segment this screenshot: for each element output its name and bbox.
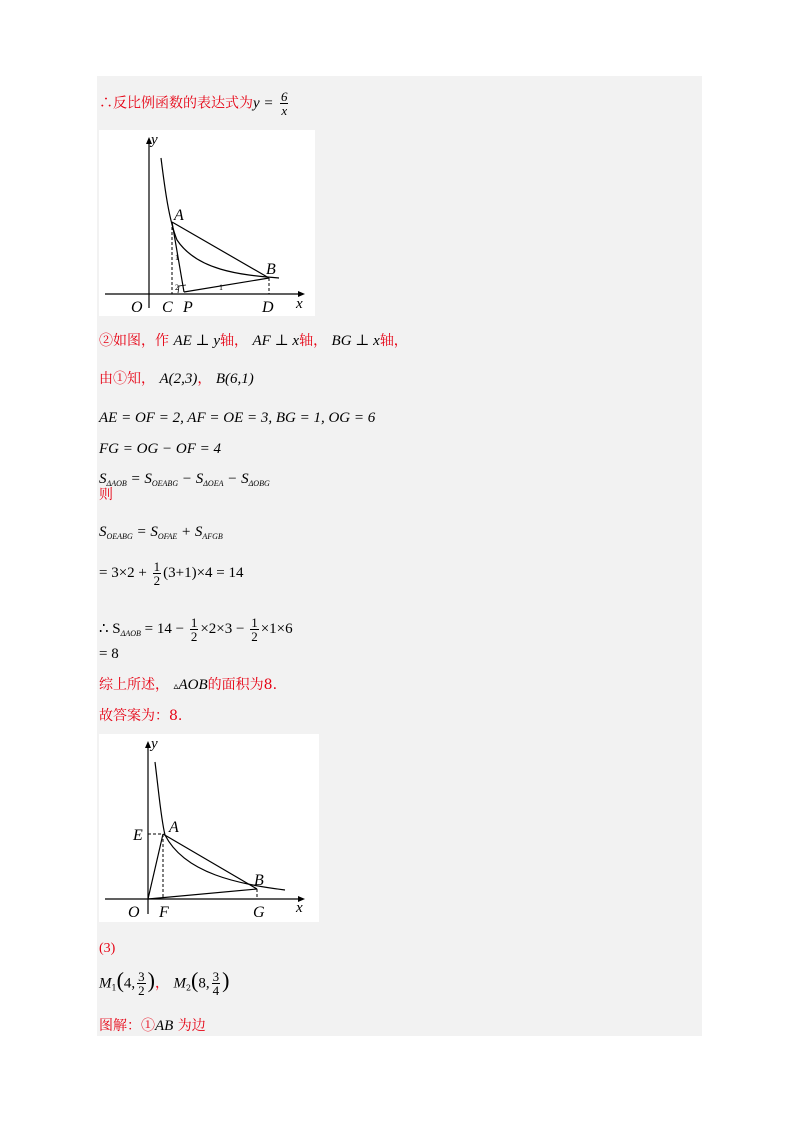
equation-lengths: AE = OF = 2, AF = OE = 3, BG = 1, OG = 6	[99, 410, 376, 426]
label-o: O	[128, 904, 140, 921]
eq3-part1: = S	[126, 471, 152, 487]
angle-label-1b: 1	[219, 283, 223, 292]
eq5-left: = 3×2 +	[99, 564, 147, 581]
equation-fg: FG = OG − OF = 4	[99, 441, 222, 457]
fraction-numerator: 3	[138, 969, 145, 984]
label-x: x	[296, 296, 303, 312]
fraction-denominator: 2	[251, 629, 258, 644]
fraction-half	[153, 560, 162, 587]
label-o: O	[131, 299, 143, 316]
eq5-right: (3+1)×4 = 14	[163, 564, 244, 581]
m2-name: M	[173, 975, 186, 992]
eq6-mid: = 14 −	[140, 620, 185, 637]
sub-aob-2: ΔAOB	[120, 628, 141, 638]
part3-label: (3)	[99, 941, 116, 956]
equation-14	[99, 560, 244, 587]
m1-name: M	[99, 975, 112, 992]
bg-perp: BG ⊥ x	[331, 333, 380, 349]
axis-text-3: 轴，	[379, 333, 408, 349]
then-text: 则	[99, 487, 113, 503]
summary-prefix: 综上所述，	[99, 677, 169, 693]
angle-label-1a: 1	[175, 253, 179, 262]
m2-sub: 2	[185, 983, 192, 993]
fraction-numerator: 1	[251, 615, 258, 630]
figure-2	[99, 734, 319, 922]
label-d: D	[262, 299, 274, 316]
sub-oeabg: OEABG	[151, 479, 179, 488]
label-a: A	[169, 819, 179, 836]
step2-intro: ②如图，作	[99, 333, 169, 349]
sub-afgb: AFGB	[202, 532, 223, 541]
label-e: E	[133, 827, 143, 844]
axis-text-2: 轴，	[299, 333, 328, 349]
segment-ab-text: AB	[155, 1018, 174, 1034]
therefore-s: ∴ S	[99, 620, 121, 637]
label-g: G	[253, 904, 265, 921]
fraction-numerator: 3	[212, 969, 220, 984]
segment-ao	[148, 834, 163, 899]
label-y: y	[151, 736, 158, 752]
sub-aob: ΔAOB	[106, 479, 127, 488]
from1-text: 由①知，	[99, 371, 155, 387]
equation-oeabg	[99, 523, 223, 546]
label-b: B	[254, 872, 264, 889]
m2-fraction	[212, 970, 221, 997]
m2-x: 8,	[198, 975, 210, 992]
fraction-numerator: 1	[153, 559, 161, 574]
label-b: B	[266, 261, 276, 278]
segment-pb	[184, 278, 269, 292]
angle-label-2: 2	[175, 283, 179, 292]
equation-aob-calc	[99, 616, 293, 643]
fraction-half-2	[250, 616, 259, 643]
function-fraction	[280, 90, 289, 117]
function-lhs: y =	[253, 95, 274, 112]
af-perp: AF ⊥ x	[252, 333, 300, 349]
label-x: x	[296, 900, 303, 916]
from1-line	[99, 370, 254, 388]
eq4-part2: + S	[177, 524, 203, 540]
m-points-line: $M_1(4$, $\frac{3}{2}$ )， $M_2(8$, $\frac{3}{4}$ )	[99, 967, 230, 998]
label-a: A	[174, 207, 184, 224]
triangle-symbol: ▵	[173, 681, 179, 692]
answer-line: 故答案为：8.	[99, 708, 183, 724]
eq6-right: ×1×6	[260, 620, 293, 637]
fraction-denominator: 4	[212, 983, 220, 998]
fraction-denominator: 2	[190, 629, 198, 644]
sub-oeabg-2: OEABG	[106, 532, 133, 541]
sub-oea: ΔOEA	[203, 479, 224, 488]
segment-ob	[148, 889, 257, 899]
m-separator: ，	[155, 975, 169, 992]
summary-line	[99, 676, 277, 696]
equation-area-split	[99, 470, 270, 493]
figure-1	[99, 130, 315, 316]
conclusion-text: ∴反比例函数的表达式为	[99, 95, 253, 112]
fraction-denominator: 2	[153, 573, 161, 588]
figure-1-svg	[99, 130, 315, 316]
sub-obg: ΔOBG	[248, 479, 270, 488]
axis-text-1: 轴，	[220, 333, 249, 349]
point-a: A(2,3)	[159, 371, 198, 387]
triangle-aob: AOB	[178, 677, 208, 693]
segment-ab	[163, 834, 257, 889]
ae-perp: AE ⊥ y	[173, 333, 221, 349]
eq3-part2: − S	[178, 471, 204, 487]
label-y: y	[151, 132, 158, 148]
m1-x: 4,	[123, 975, 136, 992]
fraction-half-1	[190, 616, 199, 643]
step2-line	[99, 332, 408, 350]
sub-ofae: OFAE	[157, 532, 178, 541]
fraction-numerator: 6	[280, 89, 288, 104]
eq4-part1: = S	[132, 524, 158, 540]
label-p: P	[183, 299, 193, 316]
eq3-part3: − S	[223, 471, 249, 487]
s-symbol-2: S	[99, 524, 107, 540]
equation-8: = 8	[99, 646, 119, 662]
fraction-denominator: x	[281, 103, 288, 118]
m1-fraction	[137, 970, 146, 997]
point-b: B(6,1)	[215, 371, 254, 387]
eq6-mid2: ×2×3 −	[200, 620, 245, 637]
label-f: F	[159, 904, 169, 921]
label-c: C	[162, 299, 173, 316]
figure-2-svg	[99, 734, 319, 922]
comma: ，	[197, 371, 212, 387]
diagram-line	[99, 1017, 206, 1035]
s-symbol: S	[99, 471, 107, 487]
fraction-numerator: 1	[190, 615, 198, 630]
diagram-suffix: 为边	[173, 1018, 206, 1034]
m1-sub: 1	[111, 983, 117, 993]
conclusion-line	[99, 90, 290, 117]
fraction-denominator: 2	[138, 983, 145, 998]
diagram-prefix: 图解：①	[99, 1018, 155, 1034]
summary-suffix: 的面积为8.	[207, 677, 278, 693]
